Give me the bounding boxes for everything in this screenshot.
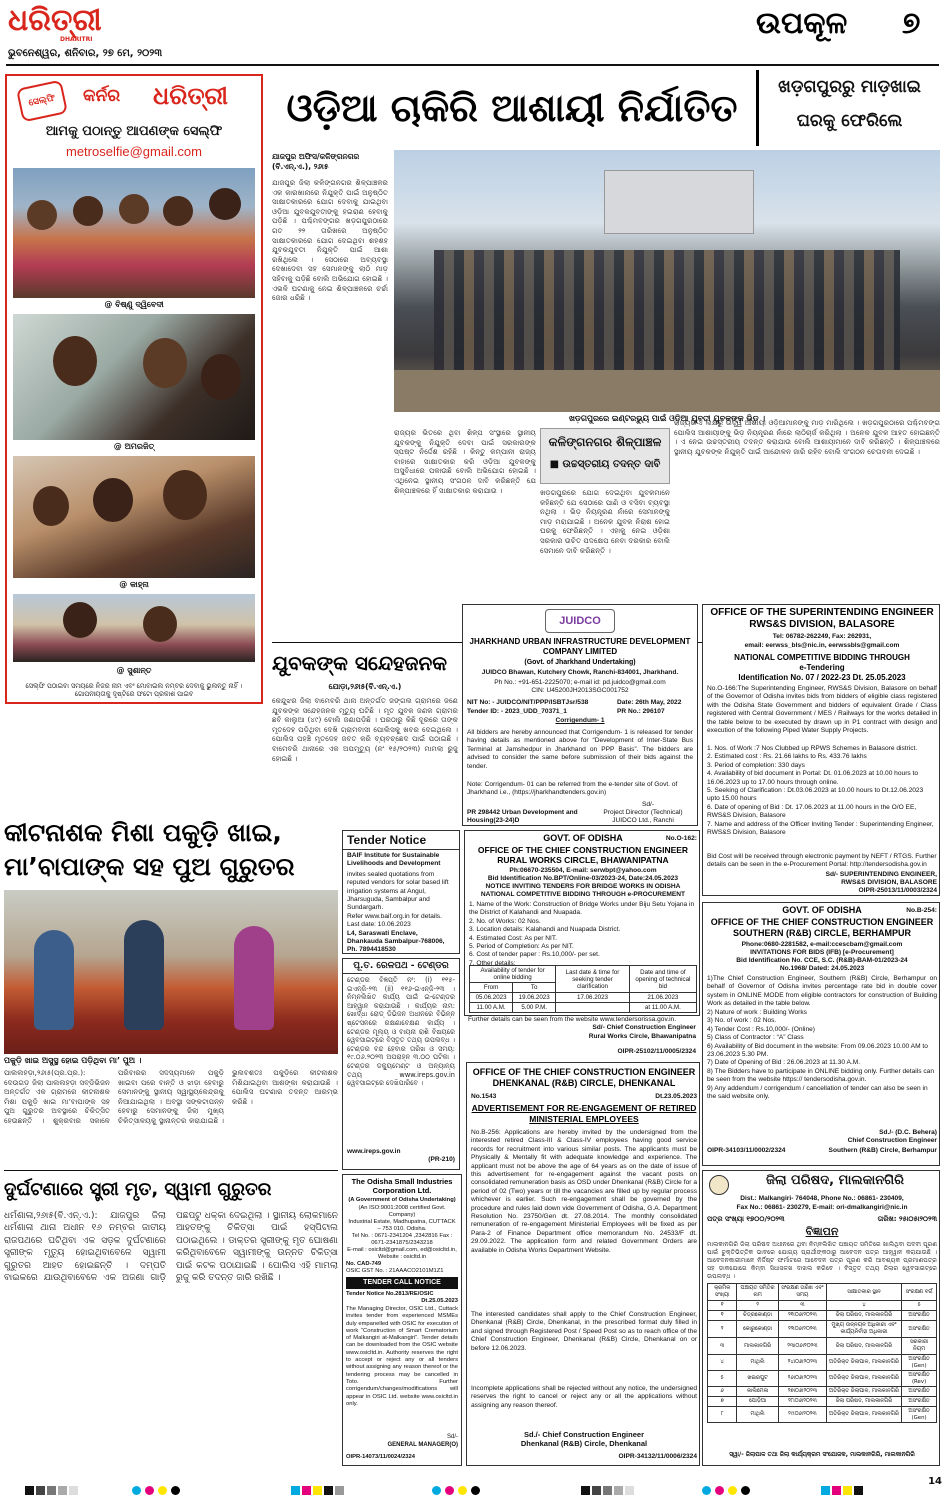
balasore-intro: No.O-166:The Superintending Engineer, RWS&S Division, Balasore on behalf of the Governor of Odisha invites bids from bidders of eligible class registered with the Odisha State Government and bidders of equivalent Grade / Class registered with Central Government / MES / Railways for the works detailed in the table below to be executed by drawn up in P1 contract with design and execution of the following Piped Water Supply Projects. [707, 685, 937, 735]
dhenkanal-date: Dt.23.05.2023 [655, 1093, 697, 1100]
berhampur-item: 8) The Bidders have to participate in ONLINE bidding only. Further details can be seen from the website https:// tendersodisha.gov.in. [707, 1067, 934, 1084]
mk-cell: ଅତିରିକ୍ତ ଜିଲାପାଳ, ମାଲକାନଗିରି [826, 1355, 901, 1371]
berhampur-ad [702, 902, 940, 1166]
berhampur-item: 3) No. of work : 02 Nos. [707, 1017, 777, 1025]
mk-cell: ୧ [708, 1311, 737, 1321]
berhampur-item: 7) Date of Opening of Bid : 26.06.2023 at 11.30 A.M. [707, 1059, 861, 1067]
malkangiri-patra: ପତ୍ର ସଂଖ୍ୟା ୧୭୦୦/୨୦୨୩ [707, 1215, 785, 1223]
balasore-items [707, 745, 937, 851]
bhawanipatna-ad [464, 830, 700, 1016]
tbl-r3: 17.06.2023 [556, 993, 630, 1003]
bhawanipatna-h2: NATIONAL COMPETITIVE BIDDING THROUGH e-PROCUREMENT [480, 891, 686, 898]
osic-gst: OSIC GST No. : 21AAACO2101M1Z1 [346, 1268, 444, 1274]
bhawanipatna-code: OIPR-25102/11/0005/2324 [617, 1048, 696, 1055]
mk-cell: ଚିତ୍ରକୋଣ୍ଡା [737, 1311, 779, 1321]
jharkhand-ph: Ph No.: +91-651-2225070; e-mail id: pd.juidco@gmail.com [494, 679, 666, 686]
osic-cad: No. CAD-749 [346, 1261, 382, 1267]
berhampur-ph: Phone:0680-2281582, e-mail:ccescbam@gmail.com [741, 941, 903, 948]
berhampur-item: 9) Any addendum / corrigendum / cancellation of tender can also be seen in the said website only. [707, 1084, 928, 1101]
tbl-t3 [556, 1003, 630, 1013]
table-row [708, 1321, 937, 1338]
mk-cell: ଅସଂରକ୍ଷିତ [902, 1397, 937, 1407]
baif-org: BAIF Institute for Sustainable Livelihoods and Development [347, 852, 441, 868]
berhampur-item: 6) Availability of Bid document in the website: From 09.06.2023 10.00 AM to 23.06.2023 5.30 PM. [707, 1042, 928, 1059]
mk-cell: ଅସଂରକ୍ଷିତ [902, 1387, 937, 1397]
tbl-t2: 5.00 P.M. [513, 1003, 556, 1013]
masthead-rule [6, 64, 939, 66]
lead-photo-caption: ଖଡ଼ଗପୁରରେ ଇଣ୍ଟରଭ୍ୟୁ ପାଇଁ ଓଡ଼ିଆ ଯୁବତୀ ଯୁବକଙ୍କ ଭିଡ଼ । [568, 414, 766, 423]
jharkhand-pr: PR No.: 296107 [617, 708, 665, 715]
mk-cell: କୋରୁକୋଣ୍ଡା [737, 1321, 779, 1338]
selfie-photo-4 [13, 594, 255, 662]
berhampur-no2: No.1968/ Dated: 24.05.2023 [779, 965, 865, 972]
bhawanipatna-item: 2. No. of Works: 02 Nos. [469, 917, 541, 925]
bhawanipatna-h1: NOTICE INVITING TENDERS FOR BRIDGE WORKS IN ODISHA [485, 883, 681, 890]
side-headline-2: ଘରକୁ ଫେରିଲେ [796, 111, 903, 131]
balasore-email: email: eerwss_bls@nic.in, eerwssbls@gmail.com [744, 642, 900, 649]
mk-cell: ୨ [708, 1321, 737, 1338]
bhawanipatna-item: 4. Estimated Cost: As per NIT. [469, 934, 557, 942]
mk-cell: ପୋଡ଼ିଆ [737, 1397, 779, 1407]
selfie-photo-2 [13, 314, 255, 440]
balasore-item: 5. Seeking of Clarification : Dt.03.06.2023 at 10.00 hours to Dt.12.06.2023 upto 15.00 hours [707, 787, 924, 803]
selfie-brand-right: ଧରିତ୍ରୀ [153, 82, 228, 110]
juidco-logo-text: JUIDCO [559, 615, 601, 627]
railway-website: www.ireps.gov.in [347, 1148, 401, 1155]
balasore-title: OFFICE OF THE SUPERINTENDING ENGINEER RWS&S DIVISION, BALASORE [710, 607, 934, 630]
mk-cell: ୭ [708, 1397, 737, 1407]
osic-date: Dt.25.05.2023 [421, 1298, 458, 1304]
mk-cell: ୫ [708, 1371, 737, 1387]
selfie-corner [5, 74, 263, 704]
dot-black [171, 1486, 180, 1495]
death-headline: ଯୁବକଙ୍କ ସନ୍ଦେହଜନକ [272, 651, 448, 675]
section-name: ଉପକୂଳ [756, 6, 848, 41]
mk-cell: ଜିଲା ପରିଷଦ, ମାଲକାନଗିରି [826, 1397, 901, 1407]
mk-cell: ଅତିରିକ୍ତ ଜିଲାପାଳ, ମାଲକାନଗିରି [826, 1407, 901, 1423]
bhawanipatna-further: Further details can be seen from the website www.tendersorissa.gov.in. [468, 1016, 677, 1023]
berhampur-govt: GOVT. OF ODISHA [782, 905, 862, 915]
table-row [708, 1371, 937, 1387]
table-row [708, 1355, 937, 1371]
osic-code: OIPR-14073/11/0024/2324 [346, 1454, 415, 1460]
dot-yellow [158, 1486, 167, 1495]
bhawanipatna-sign: Sd/- Chief Construction Engineer [592, 1024, 696, 1032]
mk-hdr-num: ୪ [826, 1301, 901, 1311]
dateline: ଭୁବନେଶ୍ୱର, ଶନିବାର, ୨୭ ମେ, ୨୦୨୩ [8, 48, 163, 59]
color-bars-2 [580, 1480, 635, 1497]
tbl-to: To [513, 983, 556, 993]
mk-cell: ୨୧ା୦୬ା୨୦୨୩ [778, 1311, 826, 1321]
mk-cell: ୨୪ା୦୬ା୨୦୨୩ [778, 1355, 826, 1371]
mk-cell: ମୁଖ୍ୟ ଉନ୍ନୟନ ଅଧିକାରୀ ଏବଂ କାର୍ଯ୍ୟନିର୍ବାହୀ ଅଧିକାରୀ [826, 1321, 901, 1338]
mk-cell: ଅତିରିକ୍ତ ଜିଲାପାଳ, ମାଲକାନଗିରି [826, 1371, 901, 1387]
mk-hdr: କ୍ରମିକ ସଂଖ୍ୟା [708, 1284, 737, 1301]
jharkhand-sub: (Govt. of Jharkhand Undertaking) [524, 659, 636, 666]
bhawanipatna-ph: Ph:06670-235504, E-mail: serwbpt@yahoo.com [509, 867, 657, 874]
juidco-logo [545, 609, 615, 633]
jharkhand-cin: CIN: U45200JH2013SGC001752 [531, 687, 629, 694]
tbl-r1: 05.06.2023 [470, 993, 513, 1003]
phone-icon [16, 80, 68, 123]
jharkhand-nit-date: Date: 26th May, 2022 [617, 699, 682, 706]
railway-body: ଟେଣ୍ଡର ବିଜ୍ଞପ୍ତି ନଂ: (i) ୧୧୫-ଇଏନ୍‌ଜି-୨୩ (ii) ୧୧୬-ଇଏନ୍‌ଜି-୨୩ । ନିମ୍ନଲିଖିତ କାର୍ଯ୍ୟ ପାଇଁ ଇ-ଟେଣ୍ଡର ଆହ୍ୱାନ କରାଯାଉଛି । କାର୍ଯ୍ୟର ନାମ: ଖୋର୍ଦ୍ଧା ରୋଡ୍ ଡିଭିଜନ ଅଧୀନରେ ବିଭିନ୍ନ ଷ୍ଟେସନରେ ରକ୍ଷଣାବେକ୍ଷଣ କାର୍ଯ୍ୟ । ଟେଣ୍ଡର ମୂଲ୍ୟ ଓ ବାୟନା ରାଶି ବିଷୟରେ ୱେବସାଇଟ୍‌ରେ ବିସ୍ତୃତ ତଥ୍ୟ ଉପଲବ୍ଧ । ଟେଣ୍ଡର ବନ୍ଦ ହେବାର ତାରିଖ ଓ ସମୟ: ୧୯.୦୬.୨୦୨୩ ଅପରାହ୍ନ ୩.୦୦ ଘଟିକା । ଟେଣ୍ଡର ଡକ୍ୟୁମେଣ୍ଟ ଓ ଅନ୍ୟାନ୍ୟ ତଥ୍ୟ www.ireps.gov.in ୱେବସାଇଟ୍‌ରେ ଦେଖିପାରିବେ । [347, 976, 455, 1088]
tbl-col2: Last date & time for seeking tender clarification [556, 966, 630, 993]
bhawanipatna-item: 7. Other details: [469, 959, 516, 965]
mk-cell: ମାଥିଲି [737, 1407, 779, 1423]
page-number: ୭ [902, 6, 921, 41]
mk-cell: ୨୯ା୦୬ା୨୦୨୩ [778, 1407, 826, 1423]
malkangiri-body: ମାଲକାନଗିରି ଜିଲା ପରିଷଦ ଅଧୀନରେ ଥିବା ନିମ୍ନଲିଖିତ ପଞ୍ଚାୟତ ସମିତିରେ ଖାଲିଥିବା ପଦବୀ ପୂରଣ ପାଇଁ ଚୁକ୍ତିଭିତ୍ତିକ ଭାବରେ ଯୋଗ୍ୟ ପ୍ରାର୍ଥୀଙ୍କଠାରୁ ଆବେଦନ ପତ୍ର ଆହ୍ୱାନ କରାଯାଉଛି । ଆବେଦନକାରୀମାନେ ନିର୍ଦ୍ଦିଷ୍ଟ ଫର୍ମାଟରେ ଆବେଦନ ପତ୍ର ପୂରଣ କରି ଆବଶ୍ୟକ ପ୍ରମାଣପତ୍ର ସହ ଡାକଯୋଗେ କିମ୍ବା ସିଧାସଳଖ ଦାଖଲ କରିବେ । ବିସ୍ତୃତ ତଥ୍ୟ ଜିଲାର ୱେବସାଇଟ୍‌ରେ ଉପଲବ୍ଧ । [707, 1241, 937, 1280]
jharkhand-addr: JUIDCO Bhawan, Kutchery Chowk, Ranchi-834001, Jharkhand. [481, 669, 679, 676]
bhawanipatna-title: OFFICE OF THE CHIEF CONSTRUCTION ENGINEER RURAL WORKS CIRCLE, BHAWANIPATNA [477, 845, 689, 865]
selfie-brand-mid: କର୍ନର [83, 86, 121, 106]
mk-hdr-num: ୧ [708, 1301, 737, 1311]
balasore-item: 4. Availability of bid document in Portal: Dt. 01.06.2023 at 10.00 hours to 16.06.2023 up to 17.00 hours through online. [707, 770, 919, 786]
gray-bars-left [24, 1480, 79, 1497]
pesticide-headline-1: କୀଟନାଶକ ମିଶା ପକୁଡ଼ି ଖାଇ, [4, 818, 282, 847]
pesticide-body: ପାଲଲହଡ଼ା,୨୬ା୫(ପ୍ର.ପ୍ର.): ଦେଉଗଡ଼ ଜିଲା ପାଲଲହଡ଼ା ସବ୍‌ଡିଭିଜନ ଅନ୍ତର୍ଗତ ଏକ ଗ୍ରାମରେ କୀଟନାଶକ ମିଶା ପକୁଡ଼ି ଖାଇ ମା’ବାପାଙ୍କ ସହ ପୁଅ ଗୁରୁତର ଅବସ୍ଥାରେ ଚିକିତ୍ସିତ ହେଉଛନ୍ତି । ଶୁକ୍ରବାର ସକାଳେ ପରିବାରର ସଦସ୍ୟମାନେ ପକୁଡ଼ି ଖାଇବା ପରେ ବାନ୍ତି ଓ ଝାଡ଼ା ହେବାରୁ ସେମାନଙ୍କୁ ସ୍ଥାନୀୟ ସ୍ୱାସ୍ଥ୍ୟକେନ୍ଦ୍ରକୁ ନିଆଯାଇଥିଲା । ଅବସ୍ଥା ସଙ୍କଟାପନ୍ନ ହେବାରୁ ସେମାନଙ୍କୁ ଜିଲା ମୁଖ୍ୟ ଚିକିତ୍ସାଳୟକୁ ସ୍ଥାନାନ୍ତର କରାଯାଇଛି । ଭୁଲବଶତଃ ପକୁଡ଼ିରେ କୀଟନାଶକ ମିଶିଯାଇଥିବା ଆଶଙ୍କା କରାଯାଉଛି । ପୋଲିସ ଘଟଣାର ତଦନ୍ତ ଆରମ୍ଭ କରିଛି । [4, 1068, 338, 1125]
selfie-footer: ସେଲ୍ଫି ପଠାଇବା ସମୟରେ ନିଜର ନାମ ଏବଂ ମୋବାଇଲ ନମ୍ବର ଦେବାକୁ ଭୁଲନ୍ତୁ ନାହିଁ । ଗୋପନୀୟତାକୁ ଦୃଷ୍ଟିରେ ଫଟୋ ପ୍ରକାଶ ପାଇବ [25, 682, 243, 698]
pesticide-rule [4, 1170, 338, 1171]
jharkhand-tender: Tender ID: - 2023_UDD_70371_1 [467, 708, 567, 715]
selfie-caption-2: @ ଅମରଜିତ୍ [113, 442, 155, 451]
jharkhand-sign1: Sd/- [641, 801, 655, 808]
mk-cell: କାଲିମେଳା [737, 1387, 779, 1397]
mk-cell: ୨୮ା୦୬ା୨୦୨୩ [778, 1397, 826, 1407]
bhawanipatna-table [469, 965, 697, 1013]
jharkhand-sign3: JUIDCO Ltd., Ranchi [612, 817, 674, 824]
balasore-ncb: NATIONAL COMPETITIVE BIDDING THROUGH [734, 653, 910, 662]
mk-cell: ମାଲକାନଗିରି [737, 1338, 779, 1355]
table-row [708, 1407, 937, 1423]
mk-cell: ଅସଂରକ୍ଷିତ (Rev) [902, 1371, 937, 1387]
lead-body-4: ରାଜ୍ୟର ୪ ଲକ୍ଷରୁ ଊର୍ଦ୍ଧ୍ୱ ଆଶାୟୀ ଓଡ଼ିଆମାନଙ୍କୁ ମାଡ଼ ମାରିଥିଲେ । ଖଡ଼ଗପୁରଠାରେ ପଶ୍ଚିମବଙ୍ଗ ପୋଲିସ ଆଶାୟୀଙ୍କୁ ଭିଡ଼ ନିୟନ୍ତ୍ରଣ ନାଁରେ ଲାଠିଚାର୍ଜ କରିଥିଲା । ଅନେକ ଯୁବକ ଆହତ ହୋଇଛନ୍ତି । ଏ ନେଇ ଉଚ୍ଚସ୍ତରୀୟ ତଦନ୍ତ କରାଯାଉ ବୋଲି ଆଶାୟୀମାନେ ଦାବି କରିଛନ୍ତି । ଶିଳ୍ପାଞ୍ଚଳରେ ସ୍ଥାନୀୟ ଯୁବକଙ୍କ ନିଯୁକ୍ତି ପାଇଁ ଆନ୍ଦୋଳନ ଜାରି ରହିବ ବୋଲି ସଂଗଠନ ଚେତାବନୀ ଦେଇଛି । [674, 418, 940, 456]
selfie-photo-1 [13, 168, 255, 298]
balasore-code: OIPR-25013/11/0003/2324 [858, 887, 937, 894]
lead-headline: ଓଡ଼ିଆ ଚାକିରି ଆଶାୟୀ ନିର୍ଯାତିତ [286, 86, 738, 130]
selfie-tagline: ଆମକୁ ପଠାନ୍ତୁ ଆପଣଙ୍କ ସେଲ୍ଫି [45, 124, 223, 139]
mk-cell: ଜିଲା ପରିଷଦ, ମାଲକାନଗିରି [826, 1311, 901, 1321]
berhampur-item: 4) Tender Cost : Rs.10,000/- (Online) [707, 1025, 815, 1033]
lead-body-3: ଖଡ଼ଗପୁରରେ ଯୋଗ ଦେଇଥିବା ଯୁବକମାନେ କହିଛନ୍ତି ଯେ ସେଠାରେ ପାଣି ଓ ବସିବା ବ୍ୟବସ୍ଥା ନଥିଲା । ଭିଡ଼ ନିୟନ୍ତ୍ରଣ ନାଁରେ ସେମାନଙ୍କୁ ମାଡ଼ ମରାଯାଇଛି । ଅନେକ ଯୁବକ ନିରାଶ ହୋଇ ଘରକୁ ଫେରିଛନ୍ତି । ଏହାକୁ ନେଇ ଓଡ଼ିଶା ସରକାର ଉଚିତ ପଦକ୍ଷେପ ନେବା ଦରକାର ବୋଲି ସେମାନେ ଦାବି କରିଛନ୍ତି । [540, 488, 670, 555]
pesticide-headline-2: ମା’ବାପାଙ୍କ ସହ ପୁଅ ଗୁରୁତର [4, 852, 295, 881]
dot-cyan [132, 1486, 141, 1495]
jharkhand-code: PR 298442 Urban Development and Housing(23-24)D [467, 809, 578, 825]
mk-cell: ଖଇରପୁଟ [737, 1371, 779, 1387]
mk-cell: ୮ [708, 1407, 737, 1423]
mk-hdr: ସଂରକ୍ଷଣ ବର୍ଗ [902, 1284, 937, 1301]
mk-cell: ମାଥିଲି [737, 1355, 779, 1371]
registration-bar [0, 1476, 945, 1496]
bhawanipatna-bid: Bid Identification No.BPT/Online-03/2023-24, Date:24.05.2023 [487, 875, 679, 882]
jharkhand-body: All bidders are hereby announced that Corrigendum- 1 is released for tender having details as mentioned above for “Development of Inter-State Bus Terminal at Jamshedpur in Jharkhand on PPP Basis”. The bidders are advised to consider the same before submission of their bids against the tender. [467, 729, 693, 770]
color-bars-1 [290, 1480, 345, 1497]
bhawanipatna-govt: GOVT. OF ODISHA [543, 833, 623, 843]
osic-banner [346, 1277, 458, 1289]
dhenkanal-body3: Incomplete applications shall be rejected without any notice, the undersigned reserves the right to cancel or reject any or all the applications without assigning any reason thereof. [471, 1385, 697, 1409]
baif-body: invites sealed quotations from reputed vendors for solar based lift irrigation systems at Angul, Jharsuguda, Sambalpur and Sundargarh. [347, 870, 449, 912]
mk-cell: ୪ [708, 1355, 737, 1371]
balasore-item: 6. Date of opening of Bid : Dt. 17.06.2023 at 11.00 hours in the O/O EE, RWS&S Division, Balasore [707, 803, 917, 820]
mk-hdr: ସାକ୍ଷାତକାର ସ୍ଥାନ [826, 1284, 901, 1301]
malkangiri-date: ତାରିଖ: ୨୫ା୦୫ା୨୦୨୩ [877, 1215, 937, 1223]
masthead [0, 0, 945, 66]
color-dots-2 [430, 1480, 482, 1497]
berhampur-code: OIPR-34103/11/0002/2324 [707, 1147, 786, 1154]
lead-dateline: ଯାଜପୁର ଅଫିସ/କଳିଙ୍ଗନଗର (ବି.ଏନ୍.ଏ.), ୨୬ା୫ [272, 152, 360, 171]
selfie-caption-3: @ କାହ୍ନା [119, 580, 149, 589]
balasore-item: 2. Estimated cost : Rs. 21.66 lakhs to Rs. 433.76 lakhs [707, 753, 867, 761]
malkangiri-footer: ସ୍ୱା/- ଜିଲାପାଳ ତଥା ଜିଲା କାର୍ଯ୍ୟକ୍ରମ ସଂଯୋଜକ, ମାଲକାନଗିରି, ମାଲକାନଗିରି [729, 1451, 915, 1458]
malkangiri-fax: Fax No.: 06861- 230279, E-mail: ori-dmalkangiri@nic.in [736, 1204, 908, 1211]
table-row [708, 1397, 937, 1407]
baif-address: L4, Saraswati Enclave, Dhankauda Sambalpur-768006, Ph. 7894418530 [347, 929, 445, 954]
selfie-brand [13, 82, 257, 120]
jharkhand-title: JHARKHAND URBAN INFRASTRUCTURE DEVELOPMENT COMPANY LIMITED [469, 637, 691, 656]
osic-title: The Odisha Small Industries Corporation Ltd. [351, 1177, 453, 1195]
selfie-caption-1: @ ବିଷ୍ଣୁ ଦ୍ୱିବେଦୀ [104, 300, 164, 309]
tbl-t4: at 11.00 A.M. [629, 1003, 696, 1013]
table-row [708, 1387, 937, 1397]
mk-cell: ୨୭ା୦୬ା୨୦୨୩ [778, 1387, 826, 1397]
mk-cell: ଅସଂରକ୍ଷିତ [902, 1321, 937, 1338]
bhawanipatna-item: 6. Cost of tender paper : Rs.10,000/- per set. [469, 951, 600, 959]
berhampur-items [707, 1009, 937, 1127]
mk-cell: ୨୨ା୦୬ା୨୦୨୩ [778, 1321, 826, 1338]
malkangiri-notice: ବିଜ୍ଞାପନ [805, 1225, 839, 1238]
berhampur-inv: INVITATIONS FOR BIDS (IFB) [e-Procurement] [750, 949, 894, 956]
dhenkanal-adv: ADVERTISEMENT FOR RE-ENGAGEMENT OF RETIRED MINISTERIAL EMPLOYEES [471, 1103, 697, 1124]
osic-addr: Industrial Estate, Madhupatna, CUTTACK – 753 010. Odisha. [348, 1219, 456, 1232]
jharkhand-nit: NIT No: - JUIDCO/NIT/PPP/ISBTJsr/538 [467, 699, 589, 706]
mk-cell: ଅତିରିକ୍ତ ଜିଲାପାଳ, ମାଲକାନଗିରି [826, 1387, 901, 1397]
mk-hdr-num: ୩ [778, 1301, 826, 1311]
baif-title: Tender Notice [343, 831, 459, 850]
page-folio: 14 [928, 1476, 942, 1487]
berhampur-no: No.B-254: [906, 907, 937, 914]
balasore-sign1: Sd/- SUPERINTENDING ENGINEER, [825, 871, 937, 878]
tbl-from: From [470, 983, 513, 993]
balasore-sign2: RWS&S DIVISION, BALASORE [841, 879, 937, 886]
tbl-r2: 19.06.2023 [513, 993, 556, 1003]
logo-text: ଧରିତ୍ରୀ [8, 3, 102, 38]
osic-sign1: Sd/- [446, 1434, 458, 1440]
mk-cell: ଜିଲା ପରିଷଦ, ମାଲକାନଗିରି [826, 1338, 901, 1355]
logo-sub: DHARITRI [60, 36, 93, 43]
osic-sign2: GENERAL MANAGER(O) [387, 1442, 458, 1448]
mk-cell: ସରକାରୀ ନିୟମ [902, 1338, 937, 1355]
mk-hdr-num: ୫ [902, 1301, 937, 1311]
badge-sub: ■ ଉଚ୍ଚସ୍ତରୀୟ ତଦନ୍ତ ଦାବି [549, 459, 661, 470]
bhawanipatna-sign2: Rural Works Circle, Bhawanipatna [588, 1032, 696, 1040]
mk-hdr: ସଂରକ୍ଷଣ ତାରିଖ ଏବଂ ସମୟ [778, 1284, 826, 1301]
berhampur-sign2: Chief Construction Engineer [847, 1137, 937, 1144]
dot-magenta [145, 1486, 154, 1495]
mk-cell: ଅସଂରକ୍ଷିତ [902, 1311, 937, 1321]
tbl-t1: 11.00 A.M. [470, 1003, 513, 1013]
osic-body: The Managing Director, OSIC Ltd., Cuttack invites tender from experienced MSMEs duly empanelled with OSIC for execution of work “Construction of Smart Crematorium of Malkangiri at-Malkangiri”. Tender details can be downloaded from the OSIC website www.osicltd.in. Authority reserves the right to accept or reject any or all tenders without assigning any reason thereof or the tendering process may be cancelled in Toto. Further corrigendum/changes/modifications will appear in OSIC Ltd. website www.osicltd.in only. [346, 1306, 458, 1407]
railway-code: (PR-210) [428, 1156, 455, 1164]
balasore-etender: e-Tendering [799, 663, 845, 672]
mk-cell: ୨୩ା୦୬ା୨୦୨୩ [778, 1338, 826, 1355]
lead-side-box [756, 70, 940, 146]
railway-title: ପୂ.ତ. ରେଳପଥ - ଟେଣ୍ଡର [343, 959, 459, 974]
mk-cell: ୨୬ା୦୬ା୨୦୨୩ [778, 1371, 826, 1387]
table-row [708, 1338, 937, 1355]
color-dots-3 [700, 1480, 752, 1497]
berhampur-sign1: Sd./- (D.C. Behera) [879, 1129, 937, 1136]
balasore-ad [702, 604, 940, 896]
table-row [708, 1311, 937, 1321]
balasore-item: 3. Period of completion: 330 days [707, 761, 805, 769]
berhampur-title: OFFICE OF THE CHIEF CONSTRUCTION ENGINEER SOUTHERN (R&B) CIRCLE, BERHAMPUR [710, 917, 934, 938]
mk-hdr: ପଞ୍ଚାୟତ ସମିତିର ନାମ [737, 1284, 779, 1301]
selfie-photo-3 [13, 456, 255, 578]
badge-title: କଳିଙ୍ଗନଗର ଶିଳ୍ପାଞ୍ଚଳ [548, 435, 662, 449]
tbl-col3: Date and time of opening of technical bid [629, 966, 696, 993]
osic-tender-no: Tender Notice No.2813/RE/OSIC [346, 1291, 434, 1297]
dhenkanal-body2: The interested candidates shall apply to the Chief Construction Engineer, Dhenkanal (R&B) Circle, Dhenkanal, in the prescribed format duly filled in and signed through Registered Post / Speed Post so as to reach office of the Chief Construction Engineer, Dhenkanal (R&B) Circle, Dhenkanal on or before 12.06.2023. [471, 1311, 697, 1352]
color-bars-3 [820, 1480, 864, 1497]
bhawanipatna-item: 5. Period of Completion: As per NIT. [469, 943, 574, 951]
balasore-ident: Identification No. 07 / 2022-23 Dt. 25.05.2023 [738, 673, 906, 682]
tbl-col1: Availability of tender for online bidding [470, 966, 556, 983]
selfie-email: metroselfie@gmail.com [65, 144, 202, 159]
pesticide-photo [4, 890, 338, 1054]
baif-lastdate: Last date: 10.06.2023 [347, 921, 411, 929]
berhampur-body: 1)The Chief Construction Engineer, Southern (R&B) Circle, Berhampur on behalf of Governor of Odisha invites percentage rate bid in double cover system in ONLINE MODE from eligible contractors for construction of Building Work as detailed in the table below. [707, 975, 937, 1008]
dhenkanal-sign1: Sd./- Chief Construction Engineer [523, 1431, 644, 1439]
osic-ad [342, 1174, 462, 1466]
jharkhand-corr: Corrigendum- 1 [555, 717, 605, 724]
lead-photo [394, 150, 940, 412]
dhenkanal-no: No.1543 [471, 1093, 497, 1100]
balasore-item: 7. Name and address of the Officer Inviting Tender : Superintending Engineer, RWS&S Division, Balasore [707, 820, 934, 837]
bhawanipatna-no: No.O-162: [665, 835, 697, 842]
dhenkanal-sign2: Dhenkanal (R&B) Circle, Dhenkanal [520, 1440, 648, 1448]
emblem-icon [709, 1175, 729, 1195]
dhenkanal-code: OIPR-34132/11/0006/2324 [618, 1453, 697, 1460]
baif-refer: Refer www.baif.org.in for details. [347, 912, 442, 920]
lead-body-2: ରାଜ୍ୟର ଭିତରେ ଥିବା ଶିଳ୍ପ ସଂସ୍ଥାରେ ସ୍ଥାନୀୟ ଯୁବକଙ୍କୁ ନିଯୁକ୍ତି ଦେବା ପାଇଁ ସରକାରଙ୍କ ସ୍ପଷ୍ଟ ନିର୍ଦ୍ଦେଶ ରହିଛି । କିନ୍ତୁ କମ୍ପାନୀ ରାଜ୍ୟ ବାହାରେ ସାକ୍ଷାତକାର କରି ଓଡ଼ିଆ ଯୁବକଙ୍କୁ ଅସୁବିଧାରେ ପକାଉଛି ବୋଲି ଅଭିଯୋଗ ହୋଇଛି । ଏଥିନେଇ ସ୍ଥାନୀୟ ସଂଗଠନ ଦାବି କରିଛନ୍ତି ଯେ ଶିଳ୍ପାଞ୍ଚଳରେ ହିଁ ସାକ୍ଷାତକାର କରାଯାଉ । [394, 428, 536, 495]
balasore-tel: Tel: 06782-262249, Fax: 262931, [772, 633, 872, 640]
bhawanipatna-item: 3. Location details: Kalahandi and Nuapada District. [469, 926, 621, 934]
accident-body: ଧର୍ମଶାଳା,୨୬ା୫(ବି.ଏନ୍.ଏ.): ଯାଜପୁର ଜିଲା ଧର୍ମଶାଳା ଥାନା ଅଧୀନ ୧୬ ନମ୍ବର ଜାତୀୟ ରାଜପଥରେ ଘଟିଥିବା ଏକ ସଡ଼କ ଦୁର୍ଘଟଣାରେ ସ୍ତ୍ରୀଙ୍କ ମୃତ୍ୟୁ ହୋଇଥିବାବେଳେ ସ୍ୱାମୀ ଗୁରୁତର ଆହତ ହୋଇଛନ୍ତି । ଦମ୍ପତି ବାଇକରେ ଯାଉଥିବାବେଳେ ଏକ ଅଜଣା ଗାଡ଼ି ପଛପଟୁ ଧକ୍କା ଦେଇଥିଲା । ସ୍ଥାନୀୟ ଲୋକମାନେ ଆହତଙ୍କୁ ଚିକିତ୍ସା ପାଇଁ ହସ୍ପିଟାଲ ପଠାଇଥିଲେ । ଡାକ୍ତର ସ୍ତ୍ରୀଙ୍କୁ ମୃତ ଘୋଷଣା କରିଥିବାବେଳେ ସ୍ୱାମୀଙ୍କୁ ଉନ୍ନତ ଚିକିତ୍ସା ପାଇଁ କଟକ ପଠାଯାଇଛି । ପୋଲିସ ଏହି ମାମଲା ରୁଜୁ କରି ତଦନ୍ତ ଜାରି ରଖିଛି । [4, 1211, 338, 1284]
osic-banner-text: TENDER CALL NOTICE [363, 1279, 441, 1286]
berhampur-item: 5) Class of Contractor : “A” Class [707, 1034, 804, 1042]
jharkhand-note: Note: Corrigendum- 01 can be referred from the e-tender site of Govt. of Jharkhand i.e., (https://jharkhandtenders.gov.in) [467, 781, 678, 797]
side-headline-1: ଖଡ଼ଗପୁରରୁ ମାଡ଼ଖାଇ [778, 77, 921, 97]
berhampur-item: 2) Nature of work : Building Works [707, 1009, 807, 1016]
tbl-r4: 21.06.2023 [629, 993, 696, 1003]
mk-cell: ୬ [708, 1387, 737, 1397]
dhenkanal-title: OFFICE OF THE CHIEF CONSTRUCTION ENGINEER DHENKANAL (R&B) CIRCLE, DHENKANAL [472, 1067, 696, 1088]
bhawanipatna-items [469, 901, 697, 965]
jharkhand-ad [462, 604, 698, 826]
balasore-item: 1. Nos. of Work :7 Nos Clubbed up RPWS Schemes in Balasore district. [707, 745, 918, 752]
railway-ad [342, 958, 460, 1170]
mk-cell: ଅସଂରକ୍ଷିତ (Gen) [902, 1355, 937, 1371]
baif-ad [342, 830, 460, 954]
dhenkanal-body1: No.B-256: Applications are hereby invited by the undersigned from the interested retired Class-III & Class-IV employees having good service records for recruitment into various similar posts. The applicants must be Physically & Mentally fit with adequate knowledge and experience. The applicant must not be above the age of 64 years as on the date of issue of this advertisement for re-engagement against the vacant posts on consolidated remuneration basis as OSD under Dhenkanal (R&B) Circle for a period of 02 (Two) years or till the vacancies are filled up by regular process whichever is earlier. Such re-engagement shall be governed by the procedure and rules laid down vide Government of Odisha, G.A. Department Resolution No. 23750/Gen dt. 27.08.2014. The monthly consolidated remuneration of re-engagement Ministerial Employees will be fixed as per Para-2 of Finance Department office memorandum No. 24533/F dt. 29.09.2022. The application form and related Government Orders are available in Odisha Works Department Website. [471, 1129, 697, 1254]
accident-headline: ଦୁର୍ଘଟଣାରେ ସ୍ତ୍ରୀ ମୃତ, ସ୍ୱାମୀ ଗୁରୁତର [4, 1179, 272, 1200]
malkangiri-ad [702, 1170, 940, 1466]
color-dots-1 [130, 1480, 182, 1497]
malkangiri-dist: Dist.: Malkangiri- 764048, Phone No.: 06861- 230409, [740, 1195, 904, 1202]
lead-badge [540, 428, 670, 484]
lead-body-1: ଯାଜପୁର ଜିଲା କଳିଙ୍ଗନଗର ଶିଳ୍ପାଞ୍ଚଳର ଏକ କାରଖାନାରେ ନିଯୁକ୍ତି ପାଇଁ ଅନୁଷ୍ଠିତ ସାକ୍ଷାତକାରରେ ଯୋଗ ଦେବାକୁ ଯାଇଥିବା ଓଡ଼ିଆ ଯୁବକଯୁବତୀଙ୍କୁ ହଇରାଣ ହେବାକୁ ପଡ଼ିଛି । ପଶ୍ଚିମବଙ୍ଗର ଖଡ଼ଗପୁରଠାରେ ଗତ ୨୨ ତାରିଖରେ ଅନୁଷ୍ଠିତ ସାକ୍ଷାତକାରରେ ଯୋଗ ଦେଇଥିବା ଶହଶହ ଯୁବକଯୁବତୀ ନିଯୁକ୍ତି ପାଇଁ ଆଶା ରଖିଥିଲେ । ସେଠାରେ ଅବ୍ୟବସ୍ଥା ଦେଖାଦେବା ସହ ସେମାନଙ୍କୁ ଲାଠି ମାଡ଼ ସହିବାକୁ ପଡ଼ିଛି ବୋଲି ଅଭିଯୋଗ ହୋଇଛି । ଏଭଳି ଘଟଣାକୁ ନେଇ ଶିଳ୍ପାଞ୍ଚଳରେ ଚର୍ଚ୍ଚା ଜୋର ଧରିଛି । [272, 178, 388, 303]
berhampur-bid: Bid Identification No. CCE, S.C. (R&B)-BAM-01/2023-24 [736, 957, 908, 964]
mk-cell: ଅସଂରକ୍ଷିତ (Gen) [902, 1407, 937, 1423]
selfie-caption-4: @ ସୁଶାନ୍ତ [116, 666, 152, 675]
death-body: କେନ୍ଦୁଝର ଜିଲା ବାମେବରି ଥାନା ଅନ୍ତର୍ଗତ ଜଙ୍ଗଲ ଗ୍ରାମରେ ଜଣେ ଯୁବକଙ୍କ ସନ୍ଦେହଜନକ ମୃତ୍ୟୁ ଘଟିଛି । ମୃତ ଯୁବକ ଜଣକ ଗ୍ରାମର ଛବି କାଲୁଆ (୪୯) ବୋଲି ଜଣାପଡ଼ିଛି । ଘରଠାରୁ କିଛି ଦୂରରେ ତାଙ୍କ ମୃତଦେହ ପଡ଼ିଥିବା ଦେଖି ଗ୍ରାମବାସୀ ପୋଲିସକୁ ଖବର ଦେଇଥିଲେ । ପୋଲିସ ପହଞ୍ଚି ମୃତଦେହ ଜବତ କରି ବ୍ୟବଚ୍ଛେଦ ପାଇଁ ପଠାଇଛି । ବାମେବରି ଥାନାରେ ଏକ ଅପମୃତ୍ୟୁ (ନଂ ୧୫/୨୦୨୩) ମାମଲା ରୁଜୁ ହୋଇଛି । [272, 696, 458, 763]
malkangiri-title: ଜିଲା ପରିଷଦ, ମାଲକାନଗିରି [766, 1173, 904, 1188]
osic-sub1: (A Government of Odisha Undertaking) [348, 1197, 456, 1203]
malkangiri-table [707, 1283, 937, 1423]
berhampur-sign3: Southern (R&B) Circle, Berhampur [828, 1147, 937, 1154]
balasore-cost: Bid Cost will be received through electronic payment by NEFT / RTGS. Further details can be seen in the e-Procurement Portal: http://tendersodisha.gov.in [707, 853, 937, 869]
bhawanipatna-item: 1. Name of the Work: Construction of Bridge Works under Biju Setu Yojana in the District of Kalahandi and Nuapada. [469, 901, 695, 917]
osic-tel: Tel No. : 0671-2341204 ,2342816 Fax : 0671-2341875/2343218 [351, 1233, 453, 1246]
death-dateline: ଯୋଡ଼ା,୨୬ା୫(ବି.ଏନ୍.ଏ.) [328, 682, 402, 691]
pesticide-photo-caption: ପକୁଡ଼ି ଖାଇ ଅସୁସ୍ଥ ହୋଇ ପଡ଼ିଥିବା ମା’ ପୁଅ । [4, 1056, 142, 1065]
mk-hdr-num: ୨ [737, 1301, 779, 1311]
jharkhand-sign2: Project Director (Technical) [603, 809, 683, 816]
mk-cell: ୩ [708, 1338, 737, 1355]
osic-sub2: (An ISO:9001:2008 certified Govt. Company) [358, 1205, 446, 1218]
bhawanipatna-foot [464, 1016, 700, 1046]
osic-email: E-mail : osicltd@gmail.com, ed@osicltd.in, Website : osicltd.in [347, 1247, 457, 1260]
selfie-brand-left: ସେଲ୍ଫି [27, 93, 57, 109]
dhenkanal-ad [466, 1062, 700, 1466]
